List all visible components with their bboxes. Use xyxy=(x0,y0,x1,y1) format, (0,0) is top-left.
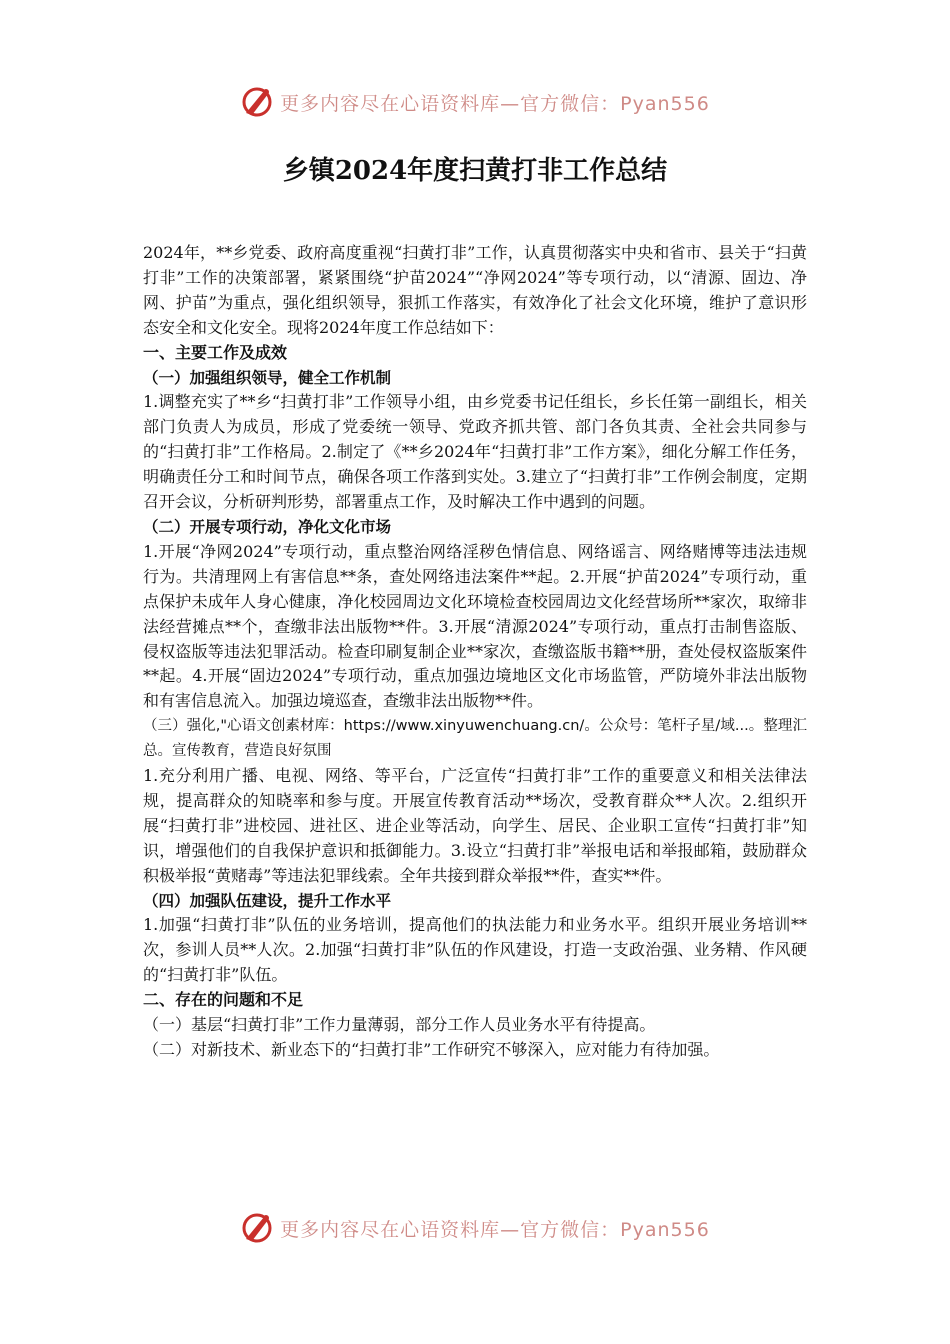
brush-logo-icon xyxy=(240,1211,274,1245)
header-banner xyxy=(0,82,950,122)
paragraph: 1.加强“扫黄打非”队伍的业务培训，提高他们的执法能力和业务水平。组织开展业务培训**次，参训人员**人次。2.加强“扫黄打非”队伍的作风建设，打造一支政治强、业务精、作风硬的“扫黄打非”队伍。 xyxy=(143,915,807,985)
section-heading: 二、存在的问题和不足 xyxy=(143,990,304,1010)
subsection-heading: （四）加强队伍建设，提升工作水平 xyxy=(143,891,392,910)
document-title: 乡镇2024年度扫黄打非工作总结 xyxy=(282,156,668,186)
paragraph: 1.调整充实了**乡“扫黄打非”工作领导小组，由乡党委书记任组长，乡长任第一副组长，相关部门负责人为成员，形成了党委统一领导、党政齐抓共管、部门各负其责、全社会共同参与的“扫黄打非”工作格局。2.制定了《**乡2024年“扫黄打非”工作方案》，细化分解工作任务，明确责任分工和时间节点，确保各项工作落到实处。3.建立了“扫黄打非”工作例会制度，定期召开会议，分析研判形势，部署重点工作，及时解决工作中遇到的问题。 xyxy=(143,392,807,512)
brush-logo-icon xyxy=(240,85,274,119)
subsection-heading: （三）强化,"心语文创素材库：https://www.xinyuwenchuang.cn/。公众号：笔杆子星/域...。整理汇总。宣传教育，营造良好氛围 xyxy=(143,718,807,760)
paragraph: （二）对新技术、新业态下的“扫黄打非”工作研究不够深入，应对能力有待加强。 xyxy=(143,1040,720,1059)
paragraph: 1.充分利用广播、电视、网络、等平台，广泛宣传“扫黄打非”工作的重要意义和相关法律法规，提高群众的知晓率和参与度。开展宣传教育活动**场次，受教育群众**人次。2.组织开展“扫黄打非”进校园、进社区、进企业等活动，向学生、居民、企业职工宣传“扫黄打非”知识，增强他们的自我保护意识和抵御能力。3.设立“扫黄打非”举报电话和举报邮箱，鼓励群众积极举报“黄赌毒”等违法犯罪线索。全年共接到群众举报**件，查实**件。 xyxy=(143,766,807,885)
paragraph: 1.开展“净网2024”专项行动，重点整治网络淫秽色情信息、网络谣言、网络赌博等违法违规行为。共清理网上有害信息**条，查处网络违法案件**起。2.开展“护苗2024”专项行动，重点保护未成年人身心健康，净化校园周边文化环境检查校园周边文化经营场所**家次，取缔非法经营摊点**个，查缴非法出版物**件。3.开展“清源2024”专项行动，重点打击制售盗版、侵权盗版等违法犯罪活动。检查印刷复制企业**家次，查缴盗版书籍**册，查处侵权盗版案件**起。4.开展“固边2024”专项行动，重点加强边境地区文化市场监管，严防境外非法出版物和有害信息流入。加强边境巡查，查缴非法出版物**件。 xyxy=(143,541,807,711)
document-body xyxy=(143,241,807,1063)
paragraph: 2024年，**乡党委、政府高度重视“扫黄打非”工作，认真贯彻落实中央和省市、县关于“扫黄打非”工作的决策部署，紧紧围绕“护苗2024”“净网2024”等专项行动，以“清源、固边、净网、护苗”为重点，强化组织领导，狠抓工作落实，有效净化了社会文化环境，维护了意识形态安全和文化安全。现将2024年度工作总结如下： xyxy=(143,243,807,337)
paragraph: （一）基层“扫黄打非”工作力量薄弱，部分工作人员业务水平有待提高。 xyxy=(143,1015,656,1035)
subsection-heading: （一）加强组织领导，健全工作机制 xyxy=(143,368,392,387)
subsection-heading: （二）开展专项行动，净化文化市场 xyxy=(143,517,392,536)
section-heading: 一、主要工作及成效 xyxy=(143,342,288,362)
footer-banner xyxy=(0,1208,950,1248)
banner-text: 更多内容尽在心语资料库—官方微信：Pyan556 xyxy=(280,92,710,115)
banner-text: 更多内容尽在心语资料库—官方微信：Pyan556 xyxy=(280,1218,710,1241)
